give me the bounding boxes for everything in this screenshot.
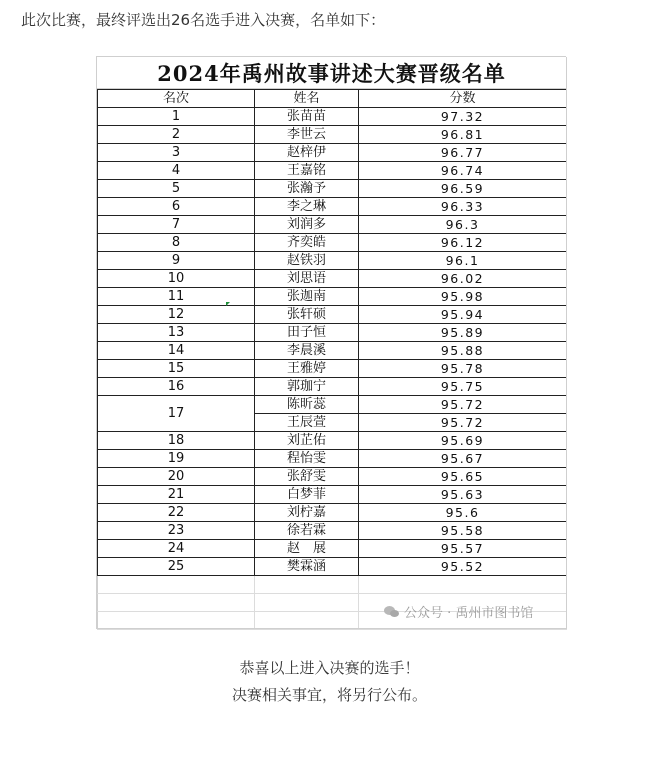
- table-row: [98, 396, 567, 414]
- table-row: [98, 558, 567, 576]
- name-cell: 刘思语: [255, 270, 359, 288]
- table-row: [98, 450, 567, 468]
- name-cell: 李之琳: [255, 198, 359, 216]
- table-row: [98, 360, 567, 378]
- rank-cell: 11: [98, 288, 255, 306]
- score-cell: 95.75: [359, 378, 567, 396]
- score-cell: 95.65: [359, 468, 567, 486]
- rank-cell: 19: [98, 450, 255, 468]
- score-cell: 95.72: [359, 414, 567, 432]
- score-cell: 96.3: [359, 216, 567, 234]
- empty-cell: [255, 594, 359, 612]
- table-row: [98, 342, 567, 360]
- score-cell: 95.78: [359, 360, 567, 378]
- name-cell: 王嘉铭: [255, 162, 359, 180]
- header-score: 分数: [359, 90, 567, 108]
- empty-cell: [98, 594, 255, 612]
- table-row: [98, 540, 567, 558]
- score-cell: 95.6: [359, 504, 567, 522]
- rank-cell: 4: [98, 162, 255, 180]
- score-cell: 95.52: [359, 558, 567, 576]
- name-cell: 程怡雯: [255, 450, 359, 468]
- rank-cell: 12: [98, 306, 255, 324]
- rank-cell: 15: [98, 360, 255, 378]
- rank-cell: 16: [98, 378, 255, 396]
- score-cell: 95.89: [359, 324, 567, 342]
- rank-cell: 17: [98, 396, 255, 432]
- table-row: [98, 432, 567, 450]
- rank-cell: 3: [98, 144, 255, 162]
- name-cell: 李世云: [255, 126, 359, 144]
- empty-cell: [359, 576, 567, 594]
- name-cell: 陈昕蕊: [255, 396, 359, 414]
- name-cell: 田子恒: [255, 324, 359, 342]
- table-row: [98, 198, 567, 216]
- name-cell: 樊霖涵: [255, 558, 359, 576]
- table-row: [98, 468, 567, 486]
- score-cell: 97.32: [359, 108, 567, 126]
- table-header-row: [98, 90, 567, 108]
- name-cell: 赵梓伊: [255, 144, 359, 162]
- rank-cell: 8: [98, 234, 255, 252]
- empty-cell: [255, 576, 359, 594]
- name-cell: 张瀚予: [255, 180, 359, 198]
- table-row: [98, 324, 567, 342]
- table-row: [98, 162, 567, 180]
- name-cell: 赵铁羽: [255, 252, 359, 270]
- sheet-bottom-edge: [97, 628, 566, 629]
- empty-cell: [255, 612, 359, 630]
- rank-cell: 6: [98, 198, 255, 216]
- intro-text: 此次比赛，最终评选出26名选手进入决赛，名单如下：: [21, 11, 386, 29]
- table-row: [98, 144, 567, 162]
- score-cell: 95.88: [359, 342, 567, 360]
- table-row: [98, 270, 567, 288]
- rank-cell: 18: [98, 432, 255, 450]
- rank-cell: 24: [98, 540, 255, 558]
- score-cell: 95.94: [359, 306, 567, 324]
- name-cell: 赵 展: [255, 540, 359, 558]
- name-cell: 齐奕皓: [255, 234, 359, 252]
- name-cell: 白梦菲: [255, 486, 359, 504]
- score-cell: 96.59: [359, 180, 567, 198]
- table-row: [98, 306, 567, 324]
- watermark-text: 公众号 · 禹州市图书馆: [404, 606, 534, 621]
- score-cell: 96.77: [359, 144, 567, 162]
- name-cell: 郭珈宁: [255, 378, 359, 396]
- sheet-title: 2024年禹州故事讲述大赛晋级名单: [97, 57, 566, 89]
- empty-row: [98, 576, 567, 594]
- score-cell: 95.57: [359, 540, 567, 558]
- table-row: [98, 522, 567, 540]
- rank-cell: 5: [98, 180, 255, 198]
- cell-marker: [226, 302, 230, 306]
- ranking-sheet: [96, 56, 566, 629]
- table-row: [98, 504, 567, 522]
- score-cell: 95.63: [359, 486, 567, 504]
- score-cell: 95.58: [359, 522, 567, 540]
- name-cell: 张迦南: [255, 288, 359, 306]
- score-cell: 96.1: [359, 252, 567, 270]
- ranking-table: [97, 89, 567, 630]
- table-row: [98, 126, 567, 144]
- score-cell: 95.98: [359, 288, 567, 306]
- table-row: [98, 108, 567, 126]
- wechat-icon: [384, 606, 400, 618]
- table-row: [98, 252, 567, 270]
- score-cell: 96.74: [359, 162, 567, 180]
- score-cell: 95.69: [359, 432, 567, 450]
- name-cell: 张苗苗: [255, 108, 359, 126]
- name-cell: 刘柠嘉: [255, 504, 359, 522]
- score-cell: 95.67: [359, 450, 567, 468]
- name-cell: 徐若霖: [255, 522, 359, 540]
- rank-cell: 7: [98, 216, 255, 234]
- rank-cell: 14: [98, 342, 255, 360]
- congrats-line: 恭喜以上进入决赛的选手！: [239, 659, 420, 677]
- header-name: 姓名: [255, 90, 359, 108]
- table-body: [98, 108, 567, 630]
- header-rank: 名次: [98, 90, 255, 108]
- rank-cell: 20: [98, 468, 255, 486]
- table-row: [98, 378, 567, 396]
- table-row: [98, 180, 567, 198]
- watermark: [384, 602, 533, 621]
- notice-line: 决赛相关事宜，将另行公布。: [231, 686, 427, 704]
- table-row: [98, 288, 567, 306]
- table-row: [98, 486, 567, 504]
- name-cell: 刘芷佑: [255, 432, 359, 450]
- rank-cell: 21: [98, 486, 255, 504]
- rank-cell: 13: [98, 324, 255, 342]
- rank-cell: 9: [98, 252, 255, 270]
- score-cell: 96.33: [359, 198, 567, 216]
- score-cell: 95.72: [359, 396, 567, 414]
- table-row: [98, 216, 567, 234]
- rank-cell: 1: [98, 108, 255, 126]
- rank-cell: 23: [98, 522, 255, 540]
- empty-cell: [98, 612, 255, 630]
- table-row: [98, 234, 567, 252]
- empty-cell: [98, 576, 255, 594]
- score-cell: 96.02: [359, 270, 567, 288]
- score-cell: 96.12: [359, 234, 567, 252]
- name-cell: 王辰萱: [255, 414, 359, 432]
- name-cell: 王雅婷: [255, 360, 359, 378]
- name-cell: 张轩硕: [255, 306, 359, 324]
- rank-cell: 22: [98, 504, 255, 522]
- name-cell: 刘润多: [255, 216, 359, 234]
- sheet-right-edge: [566, 57, 567, 629]
- name-cell: 张舒雯: [255, 468, 359, 486]
- rank-cell: 25: [98, 558, 255, 576]
- name-cell: 李晨溪: [255, 342, 359, 360]
- score-cell: 96.81: [359, 126, 567, 144]
- rank-cell: 10: [98, 270, 255, 288]
- rank-cell: 2: [98, 126, 255, 144]
